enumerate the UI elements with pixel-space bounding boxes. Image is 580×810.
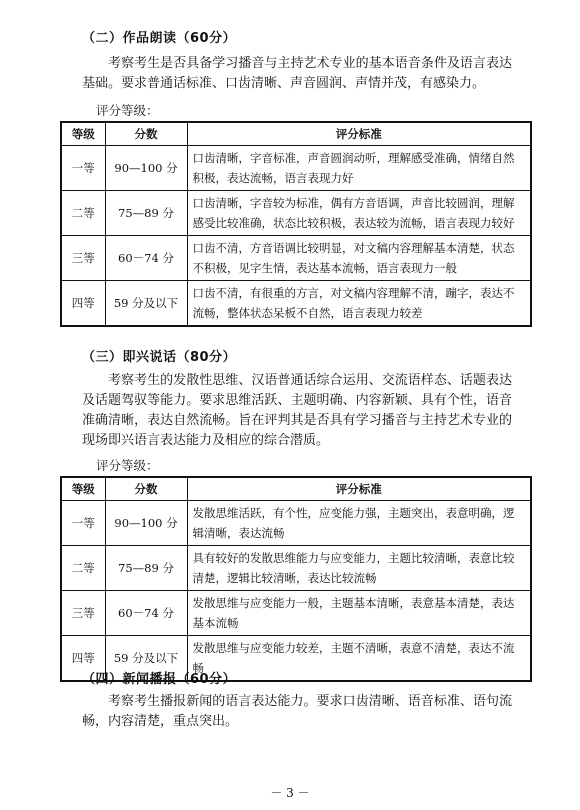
cell-criteria: 口齿不清，有很重的方言，对文稿内容理解不清，蹦字，表达不流畅，整体状态呆板不自然，语言表现力较差 [187, 281, 531, 327]
cell-criteria: 口齿清晰，字音标准，声音圆润动听，理解感受准确，情绪自然积极，表达流畅，语言表现力好 [187, 146, 531, 191]
table-row [61, 501, 531, 546]
cell-score: 59 分及以下 [105, 281, 187, 327]
header-criteria: 评分标准 [187, 122, 531, 146]
page-number: － 3 － [270, 786, 310, 800]
table-header-row [61, 477, 531, 501]
header-grade: 等级 [61, 477, 105, 501]
cell-criteria: 发散思维与应变能力一般，主题基本清晰，表意基本清楚，表达基本流畅 [187, 591, 531, 636]
grading-table-impromptu [60, 476, 532, 682]
table-row [61, 546, 531, 591]
table-row [61, 146, 531, 191]
header-score: 分数 [105, 477, 187, 501]
cell-criteria: 具有较好的发散思维能力与应变能力，主题比较清晰，表意比较清楚，逻辑比较清晰，表达比较流畅 [187, 546, 531, 591]
cell-score: 90—100 分 [105, 146, 187, 191]
section-heading-impromptu: （三）即兴说话（80分） [82, 350, 237, 365]
section-paragraph-reading: 考察考生是否具备学习播音与主持艺术专业的基本语音条件及语言表达基础。要求普通话标准、口齿清晰、声音圆润、声情并茂，有感染力。 [82, 56, 512, 91]
header-criteria: 评分标准 [187, 477, 531, 501]
header-score: 分数 [105, 122, 187, 146]
cell-criteria: 口齿清晰，字音较为标准，偶有方音语调，声音比较圆润，理解感受比较准确，状态比较积极，表达较为流畅，语言表现力较好 [187, 191, 531, 236]
table-row [61, 591, 531, 636]
cell-score: 75—89 分 [105, 546, 187, 591]
section-paragraph-news: 考察考生播报新闻的语言表达能力。要求口齿清晰、语音标准、语句流畅，内容清楚，重点突出。 [82, 694, 512, 729]
table-label-impromptu: 评分等级： [96, 458, 159, 473]
cell-grade: 二等 [61, 546, 105, 591]
table-label-reading: 评分等级： [96, 103, 159, 118]
grading-table-reading [60, 121, 532, 327]
cell-criteria: 口齿不清，方音语调比较明显，对文稿内容理解基本清楚，状态不积极，见字生情，表达基本流畅，语言表现力一般 [187, 236, 531, 281]
cell-score: 60－74 分 [105, 591, 187, 636]
section-heading-reading: （二）作品朗读（60分） [82, 31, 237, 46]
table-header-row [61, 122, 531, 146]
table-row [61, 191, 531, 236]
table-row [61, 236, 531, 281]
cell-grade: 三等 [61, 591, 105, 636]
section-paragraph-impromptu: 考察考生的发散性思维、汉语普通话综合运用、交流语样态、话题表达及话题驾驭等能力。要求思维活跃、主题明确、内容新颖、具有个性，语音准确清晰，表达自然流畅。旨在评判其是否具有学习播音与主持艺术专业的现场即兴语言表达能力及相应的综合潜质。 [82, 373, 512, 448]
header-grade: 等级 [61, 122, 105, 146]
table-row [61, 281, 531, 327]
cell-grade: 三等 [61, 236, 105, 281]
cell-score: 90—100 分 [105, 501, 187, 546]
cell-grade: 一等 [61, 501, 105, 546]
cell-grade: 四等 [61, 636, 105, 682]
cell-score: 59 分及以下 [105, 636, 187, 682]
cell-grade: 二等 [61, 191, 105, 236]
cell-score: 60－74 分 [105, 236, 187, 281]
cell-criteria: 发散思维与应变能力较差，主题不清晰，表意不清楚，表达不流畅 [187, 636, 531, 682]
cell-score: 75—89 分 [105, 191, 187, 236]
section-heading-news: （四）新闻播报（60分） [82, 672, 237, 687]
cell-criteria: 发散思维活跃，有个性，应变能力强，主题突出，表意明确，逻辑清晰，表达流畅 [187, 501, 531, 546]
cell-grade: 四等 [61, 281, 105, 327]
cell-grade: 一等 [61, 146, 105, 191]
